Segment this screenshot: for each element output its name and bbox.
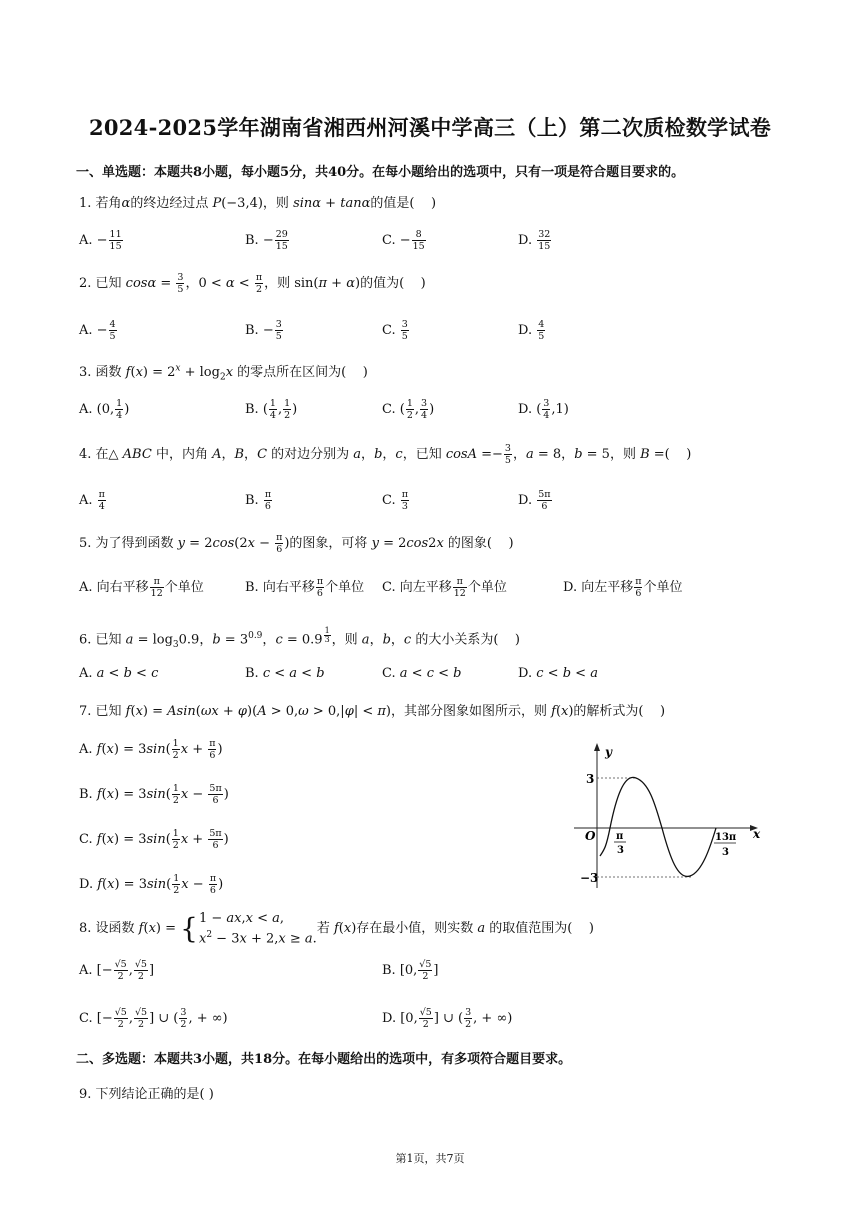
question-7-option-a: A. f(x) = 3sin( $\frac{1}{2}$ x + $\frac{\pi}{6}$ ): [79, 738, 223, 761]
question-4-stem: 4. 在△ ABC 中，内角 A，B，C 的对边分别为 a，b，c，已知 cosA =− $\frac{3}{5}$ ，a = 8，b = 5，则 B =( ): [79, 443, 692, 466]
sine-curve: [600, 777, 716, 876]
section-heading-multiple-choice: 二、多选题：本题共3小题，共18分。在每小题给出的选项中，有多项符合题目要求。: [76, 1052, 572, 1067]
question-5-option-a: A. 向右平移 $\frac{\pi}{12}$ 个单位: [79, 576, 204, 599]
question-7-option-c: C. f(x) = 3sin( $\frac{1}{2}$ x + $\frac{5\pi}{6}$ ): [79, 828, 229, 851]
question-6-option-b: B. c < a < b: [245, 666, 325, 681]
y-min-label: −3: [580, 871, 599, 885]
question-8-option-c: C. [− $\frac{√5}{2}$ , $\frac{√5}{2}$ ] ∪ ( $\frac{3}{2}$ , + ∞): [79, 1007, 228, 1030]
question-2-option-b: B. − $\frac{3}{5}$: [245, 319, 282, 342]
origin-label: O: [585, 829, 596, 843]
question-3-option-c: C. ( $\frac{1}{2}$ , $\frac{3}{4}$ ): [382, 398, 435, 421]
question-8-option-d: D. [0, $\frac{√5}{2}$ ] ∪ ( $\frac{3}{2}$ , + ∞): [382, 1007, 513, 1030]
question-7-sine-graph: [564, 738, 764, 890]
question-7-stem: 7. 已知 f(x) = Asin(ωx + φ)(A > 0,ω > 0,|φ| < π)，其部分图象如图所示，则 f(x)的解析式为( ): [79, 704, 666, 719]
svg-text:3: 3: [617, 845, 624, 856]
question-4-option-c: C. $\frac{\pi}{3}$: [382, 489, 408, 512]
x-axis-label: x: [753, 827, 761, 841]
question-2-option-a: A. − $\frac{4}{5}$: [79, 319, 116, 342]
question-8-stem: 8. 设函数 f(x) = { 1 − ax,x < a, $x^2 - 3x + 2,x \ge a$. 若 f(x)存在最小值，则实数 a 的取值范围为( ): [79, 911, 594, 947]
question-5-option-c: C. 向左平移 $\frac{\pi}{12}$ 个单位: [382, 576, 507, 599]
y-max-label: 3: [586, 772, 595, 786]
question-3-option-b: B. ( $\frac{1}{4}$ , $\frac{1}{2}$ ): [245, 398, 298, 421]
question-8-option-a: A. [− $\frac{√5}{2}$ , $\frac{√5}{2}$ ]: [79, 959, 155, 982]
x-tick-13pi-over-3: [714, 832, 736, 858]
question-2-stem: 2. 已知 cosα = $\frac{3}{5}$ ，0 < α < $\frac{\pi}{2}$ ，则 sin(π + α)的值为( ): [79, 272, 426, 295]
y-axis-label: y: [605, 745, 612, 759]
question-6-option-c: C. a < c < b: [382, 666, 462, 681]
question-5-stem: 5. 为了得到函数 y = 2cos(2x − $\frac{\pi}{6}$ )的图象，可将 y = 2cos2x 的图象( ): [79, 532, 514, 555]
question-2-option-d: D. $\frac{4}{5}$: [518, 319, 545, 342]
question-1-option-a: A. − $\frac{11}{15}$: [79, 229, 122, 252]
svg-text:13π: 13π: [715, 832, 737, 843]
y-axis-arrow-icon: [594, 743, 600, 751]
question-6-stem: 6. 已知 $a = \log_30.9$，$b = 3^{0.9}$，c = 0.9 $^{\frac{1}{3}}$ ，则 a，b，c 的大小关系为( ): [79, 626, 521, 650]
question-5-option-b: B. 向右平移 $\frac{\pi}{6}$ 个单位: [245, 576, 365, 599]
question-1-option-b: B. − $\frac{29}{15}$: [245, 229, 288, 252]
question-5-option-d: D. 向左平移 $\frac{\pi}{6}$ 个单位: [563, 576, 683, 599]
question-9-stem: 9. 下列结论正确的是( ): [79, 1087, 214, 1102]
question-6-option-a: A. a < b < c: [79, 666, 159, 681]
svg-text:π: π: [616, 831, 624, 842]
x-tick-pi-over-3: [614, 831, 626, 856]
section-heading-single-choice: 一、单选题：本题共8小题，每小题5分，共40分。在每小题给出的选项中，只有一项是符合题目要求的。: [76, 165, 685, 180]
question-7-option-b: B. f(x) = 3sin( $\frac{1}{2}$ x − $\frac{5\pi}{6}$ ): [79, 783, 229, 806]
question-6-option-d: D. c < b < a: [518, 666, 598, 681]
question-4-option-a: A. $\frac{\pi}{4}$: [79, 489, 105, 512]
svg-text:3: 3: [722, 847, 729, 858]
page-footer: 第1页，共7页: [395, 1152, 465, 1165]
question-4-option-b: B. $\frac{\pi}{6}$: [245, 489, 272, 512]
question-1-stem: 1. 若角α的终边经过点 P(−3,4)，则 sinα + tanα的值是( ): [79, 196, 437, 211]
question-1-option-d: D. $\frac{32}{15}$: [518, 229, 551, 252]
question-1-option-c: C. − $\frac{8}{15}$: [382, 229, 425, 252]
question-3-option-a: A. (0, $\frac{1}{4}$ ): [79, 398, 130, 421]
question-2-option-c: C. $\frac{3}{5}$: [382, 319, 408, 342]
question-3-stem: 3. 函数 $f(x) = 2^x + \log_2x$ 的零点所在区间为( ): [79, 363, 368, 383]
question-4-option-d: D. $\frac{5\pi}{6}$: [518, 489, 551, 512]
question-3-option-d: D. ( $\frac{3}{4}$ ,1): [518, 398, 569, 421]
question-8-option-b: B. [0, $\frac{√5}{2}$ ]: [382, 959, 439, 982]
exam-title: 2024-2025学年湖南省湘西州河溪中学高三（上）第二次质检数学试卷: [88, 115, 772, 140]
question-7-option-d: D. f(x) = 3sin( $\frac{1}{2}$ x − $\frac{\pi}{6}$ ): [79, 873, 224, 896]
